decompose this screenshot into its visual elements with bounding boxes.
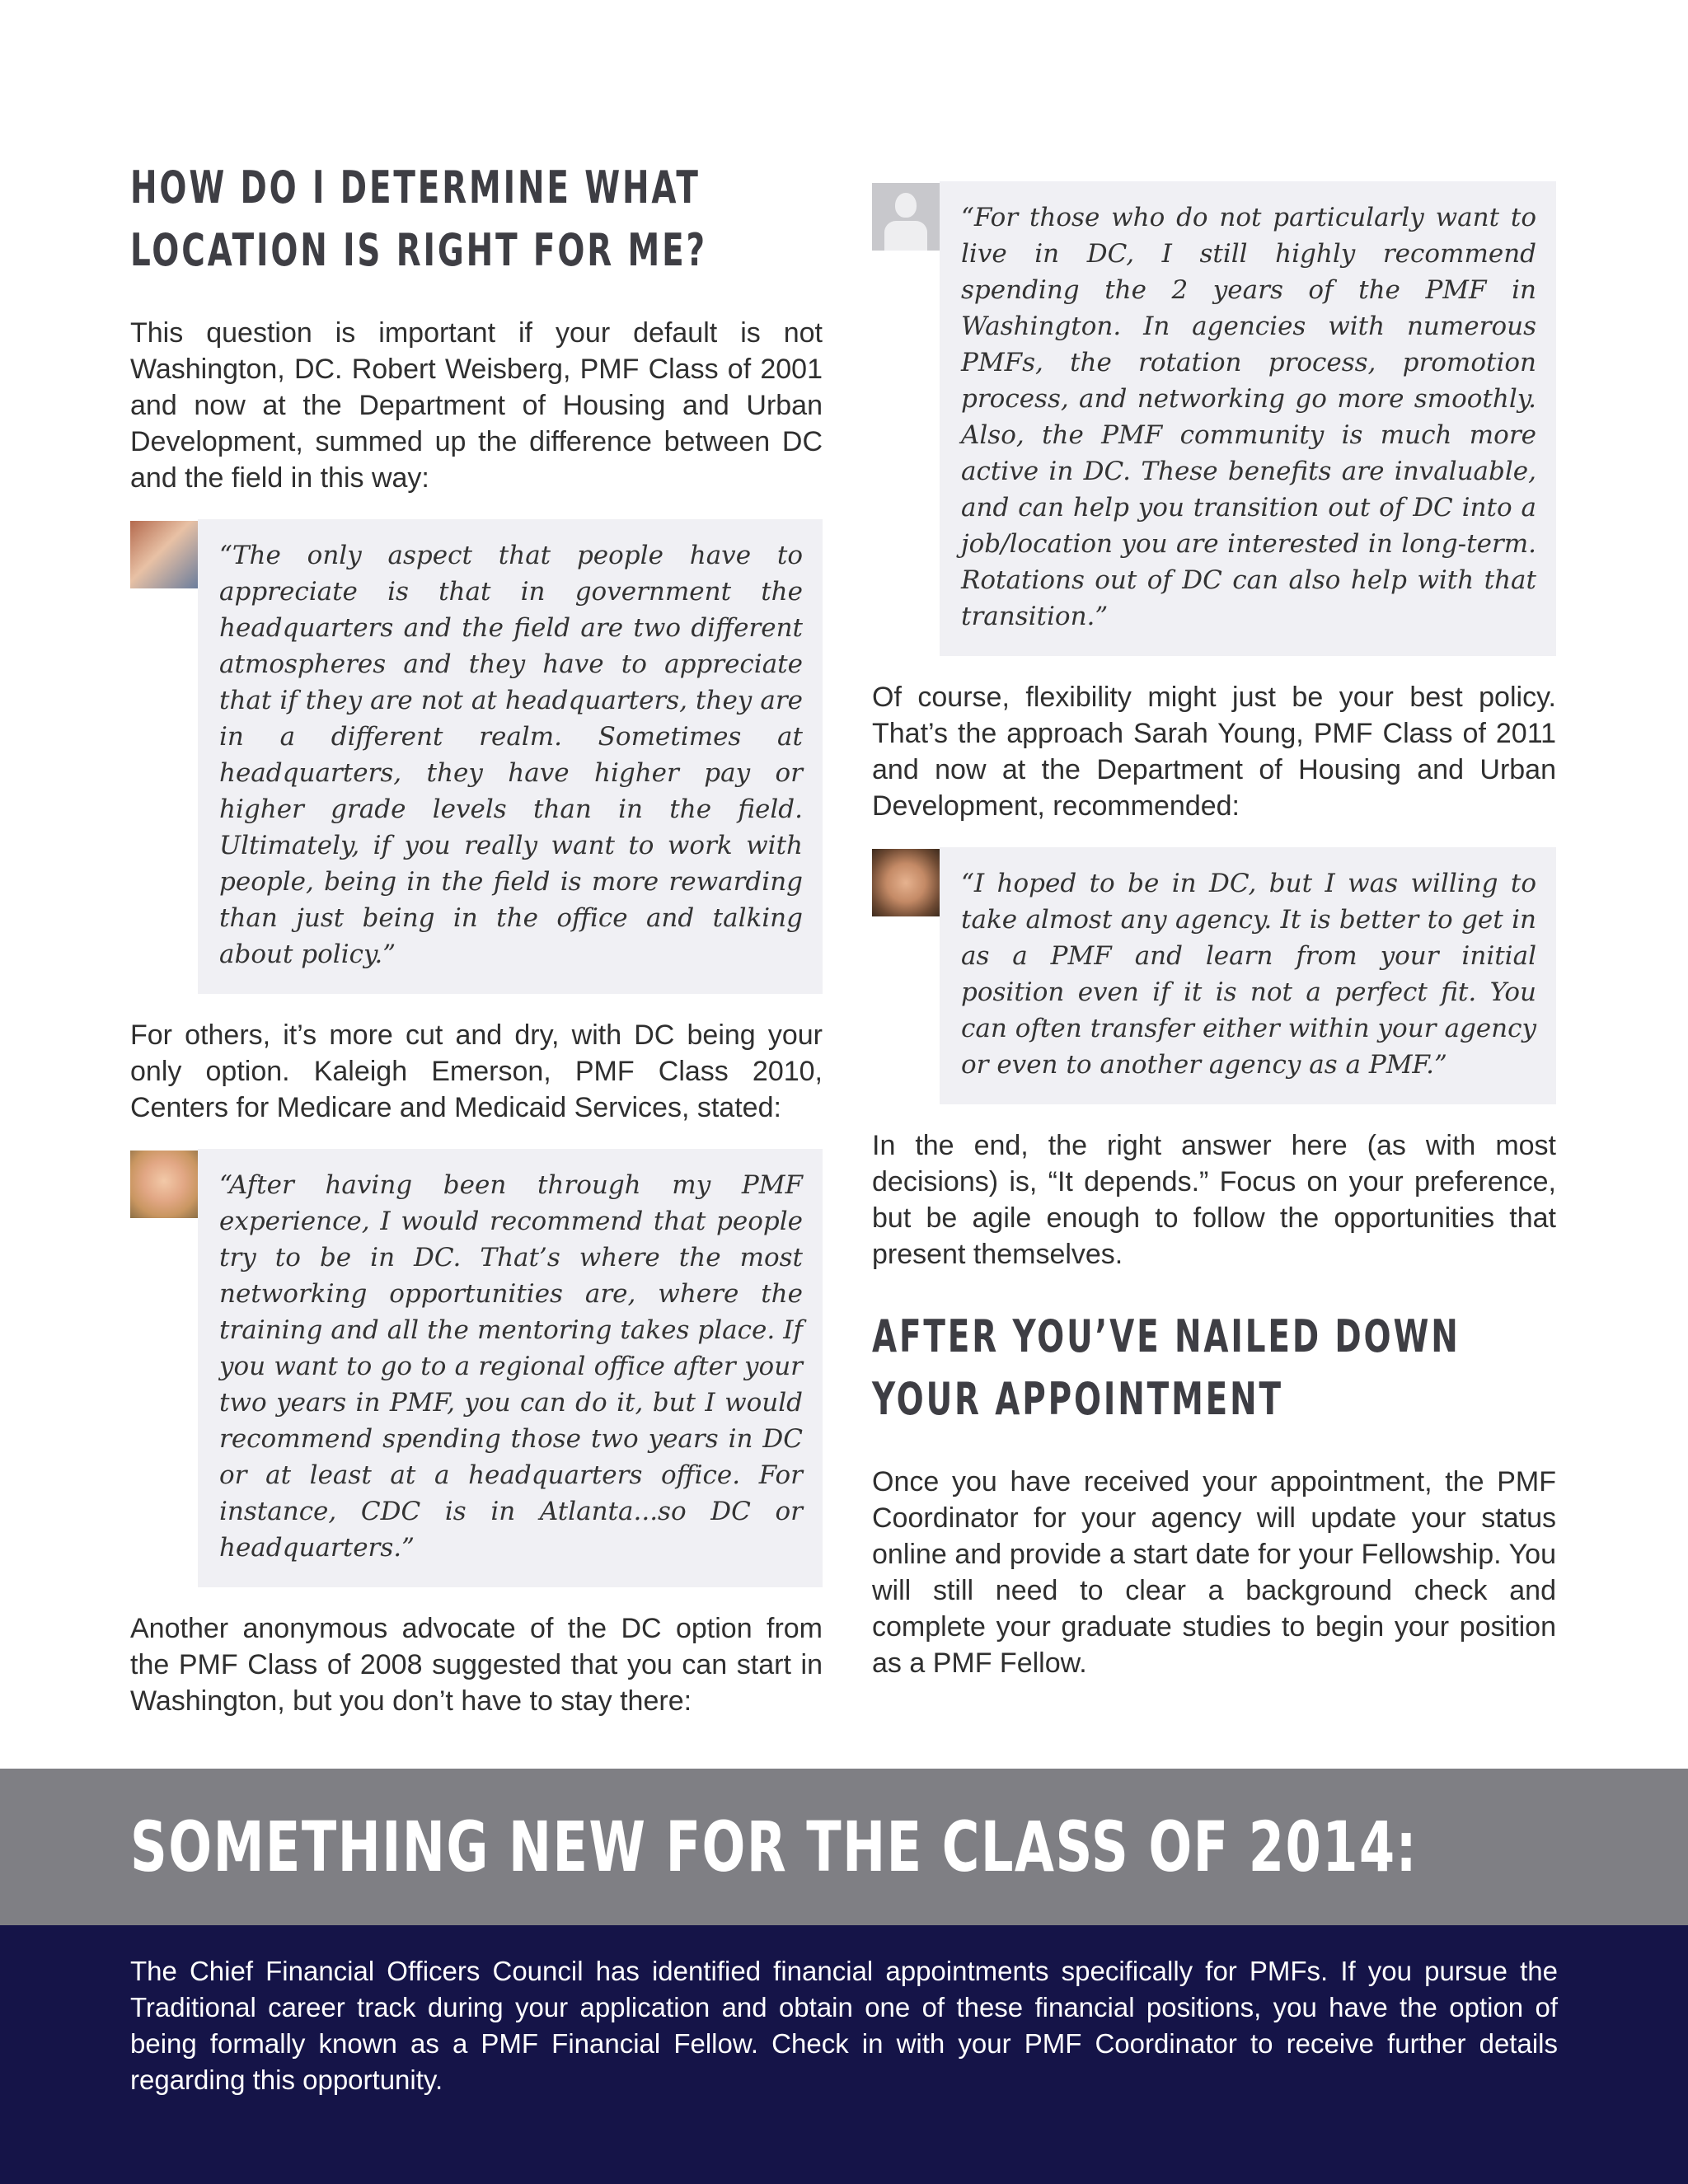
banner-text: The Chief Financial Officers Council has identified financial appointments specifically for PMFs. If you pursue the Traditional career track during your application and obtain one of these financial positions, you have the option of being formally known as a PMF Financial Fellow. Check in with your PMF Coordinator to receive further details regarding this opportunity. <box>130 1956 1558 2095</box>
portrait-photo-sarah-young <box>872 849 940 916</box>
portrait-photo-robert-weisberg <box>130 521 198 588</box>
paragraph-flexibility: Of course, flexibility might just be your best policy. That’s the approach Sarah Young, PMF Class of 2011 and now at the Department of Housing and Urban Development, recommended: <box>872 682 1556 822</box>
paragraph-others: For others, it’s more cut and dry, with DC being your only option. Kaleigh Emerson, PMF Class 2010, Centers for Medicare and Medicaid Services, stated: <box>130 1019 823 1123</box>
quote-text: “I hoped to be in DC, but I was willing to take almost any agency. It is better to get in as a PMF and learn from your initial position even if it is not a perfect fit. You can often transfer either within your agency or even to another agency as a PMF.” <box>961 869 1536 1080</box>
quote-block-young <box>940 847 1556 1104</box>
quote-block-weisberg <box>198 519 823 994</box>
section-heading-appointment: AFTER YOU’VE NAILED DOWN YOUR APPOINTMENT <box>872 1310 1461 1425</box>
anonymous-person-icon <box>872 183 940 251</box>
portrait-photo-kaleigh-emerson <box>130 1151 198 1218</box>
banner-title: SOMETHING NEW FOR THE CLASS OF 2014: <box>130 1807 1418 1887</box>
section-heading-location: HOW DO I DETERMINE WHAT LOCATION IS RIGHT FOR ME? <box>130 162 707 276</box>
left-column <box>130 157 823 1742</box>
quote-text: “The only aspect that people have to appreciate is that in government the headquarters and the field are two different atmospheres and they have to appreciate that if they are not at headquarters, they are in a different realm. Sometimes at headquarters, they have higher pay or higher grade levels than in the field. Ultimately, if you really want to work with people, being in the field is more rewarding than just being in the office and talking about policy.” <box>219 541 803 969</box>
quote-block-emerson <box>198 1149 823 1587</box>
quote-text: “After having been through my PMF experience, I would recommend that people try to be in DC. That’s where the most networking opportunities are, where the training and all the mentoring takes place. If you want to go to a regional office after your two years in PMF, you can do it, but I would recommend spending those two years in DC or at least at a headquarters office. For instance, CDC is in Atlanta...so DC or headquarters.” <box>219 1170 803 1563</box>
paragraph-intro: This question is important if your default is not Washington, DC. Robert Weisberg, PMF Class of 2001 and now at the Department of Housing and Urban Development, summed up the difference between DC and the field in this way: <box>130 317 823 494</box>
paragraph-anonymous: Another anonymous advocate of the DC option from the PMF Class of 2008 suggested that you can start in Washington, but you don’t have to stay there: <box>130 1613 823 1717</box>
quote-block-anonymous <box>940 181 1556 656</box>
quote-text: “For those who do not particularly want to live in DC, I still highly recommend spending the 2 years of the PMF in Washington. In agencies with numerous PMFs, the rotation process, promotion process, and networking go more smoothly. Also, the PMF community is much more active in DC. These benefits are invaluable, and can help you transition out of DC into a job/location you are interested in long-term. Rotations out of DC can also help with that transition.” <box>961 203 1536 631</box>
paragraph-appointment: Once you have received your appointment, the PMF Coordinator for your agency will update your status online and provide a start date for your Fellowship. You will still need to clear a background check and complete your graduate studies to begin your position as a PMF Fellow. <box>872 1466 1556 1679</box>
right-column <box>872 157 1556 1704</box>
paragraph-conclusion: In the end, the right answer here (as with most decisions) is, “It depends.” Focus on your preference, but be agile enough to follow the opportunities that present themselves. <box>872 1130 1556 1270</box>
